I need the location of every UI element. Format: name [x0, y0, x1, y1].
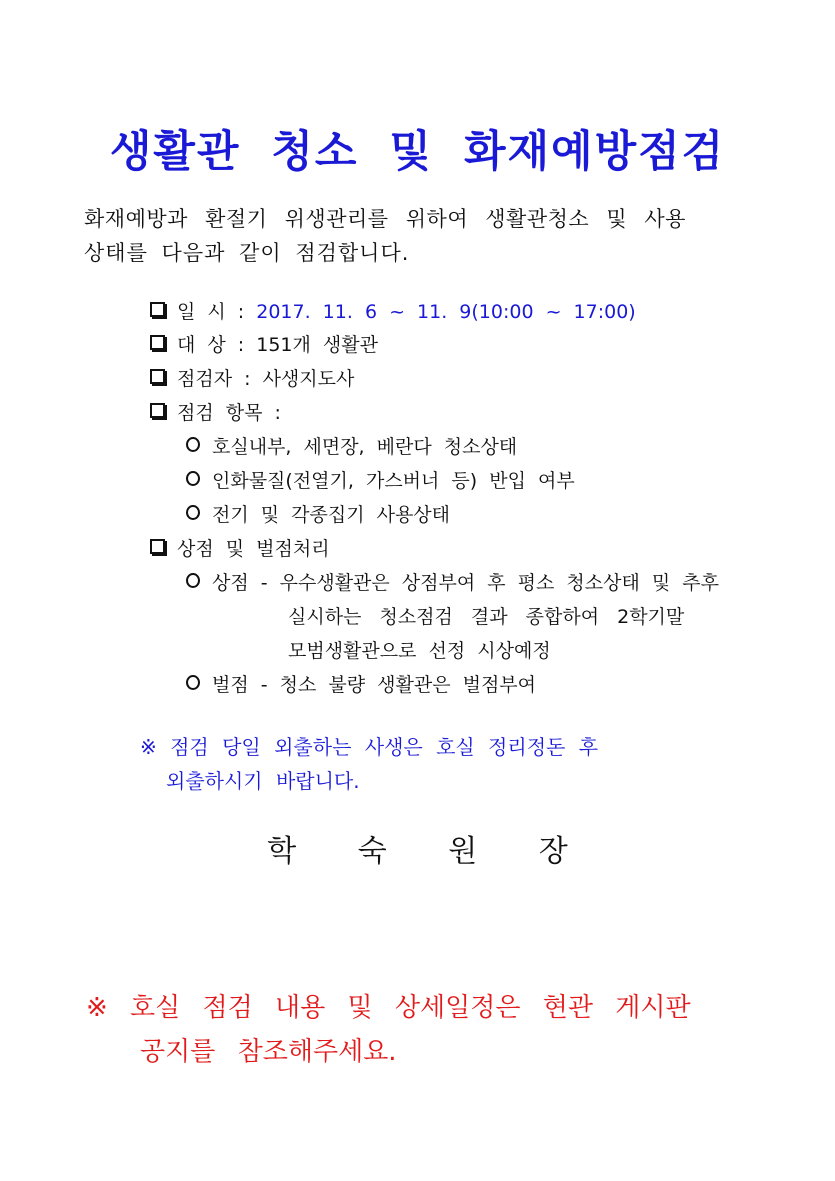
checklist-entry-text: 인화물질(전열기, 가스버너 등) 반입 여부	[212, 470, 575, 492]
square-bullet-icon	[150, 302, 165, 317]
square-bullet-icon	[150, 335, 165, 350]
item-checklist	[150, 398, 281, 428]
circle-bullet-icon	[186, 437, 200, 452]
item-target-label: 대 상 :	[177, 334, 245, 356]
item-inspector-label: 점검자 :	[177, 368, 251, 390]
square-bullet-icon	[150, 539, 165, 554]
item-checklist-label: 점검 항목 :	[177, 402, 281, 424]
merit-line-3: 모범생활관으로 선정 시상예정	[288, 640, 551, 662]
item-rewards	[150, 534, 330, 564]
page-title: 생활관 청소 및 화재예방점검	[109, 127, 726, 177]
circle-bullet-icon	[186, 675, 200, 690]
item-inspector	[150, 364, 354, 394]
checklist-entry	[186, 466, 575, 496]
merit-line-1	[186, 568, 719, 598]
checklist-entry	[186, 432, 517, 462]
checklist-entry-text: 호실내부, 세면장, 베란다 청소상태	[212, 436, 518, 458]
item-rewards-label: 상점 및 벌점처리	[177, 538, 330, 560]
checklist-entry-text: 전기 및 각종집기 사용상태	[212, 504, 451, 526]
item-date-label: 일 시 :	[177, 301, 245, 323]
circle-bullet-icon	[186, 505, 200, 520]
circle-bullet-icon	[186, 573, 200, 588]
notice-blue-line-2: 외출하시기 바랍니다.	[166, 769, 360, 793]
intro-line-2: 상태를 다음과 같이 점검합니다.	[84, 241, 410, 265]
item-target	[150, 330, 378, 360]
circle-bullet-icon	[186, 471, 200, 486]
square-bullet-icon	[150, 369, 165, 384]
demerit-line	[186, 670, 536, 700]
item-date	[150, 297, 636, 327]
item-inspector-value: 사생지도사	[262, 368, 355, 390]
square-bullet-icon	[150, 403, 165, 418]
intro-line-1: 화재예방과 환절기 위생관리를 위하여 생활관청소 및 사용	[84, 207, 686, 231]
merit-line-2: 실시하는 청소점검 결과 종합하여 2학기말	[288, 606, 685, 628]
merit-text-1: 상점 - 우수생활관은 상점부여 후 평소 청소상태 및 추후	[212, 572, 719, 594]
notice-red-line-2: 공지를 참조해주세요.	[140, 1037, 397, 1067]
checklist-entry	[186, 500, 450, 530]
signature: 학 숙 원 장	[267, 834, 568, 869]
item-target-value: 151개 생활관	[256, 334, 378, 356]
demerit-text: 벌점 - 청소 불량 생활관은 벌점부여	[212, 674, 537, 696]
item-date-value: 2017. 11. 6 ~ 11. 9(10:00 ~ 17:00)	[256, 301, 636, 323]
notice-blue-line-1: ※ 점검 당일 외출하는 사생은 호실 정리정돈 후	[140, 735, 599, 759]
notice-red-line-1: ※ 호실 점검 내용 및 상세일정은 현관 게시판	[86, 993, 691, 1023]
